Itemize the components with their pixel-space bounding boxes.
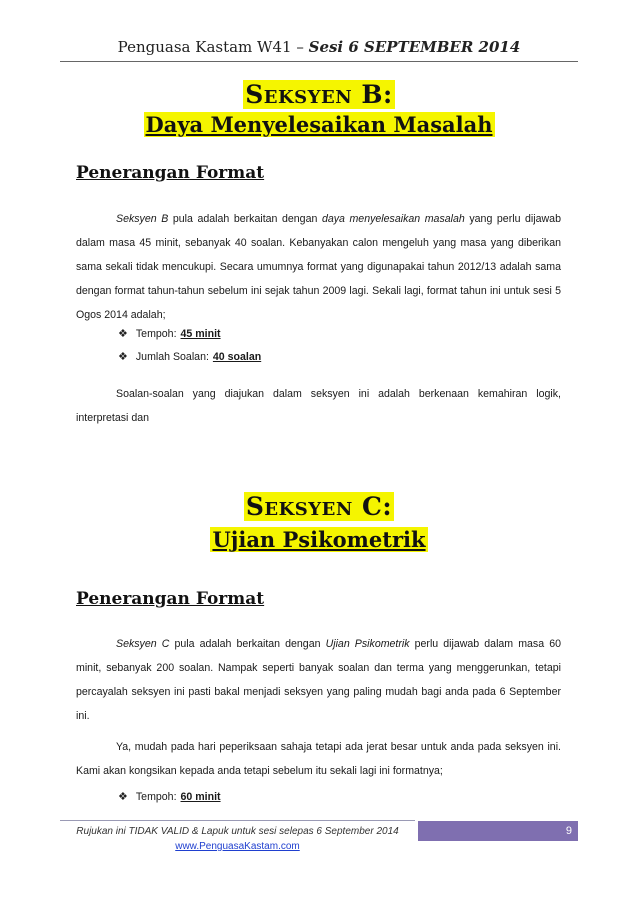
section-c-paragraph-1: Seksyen C pula adalah berkaitan dengan Ujian Psikometrik perlu dijawab dalam masa 60 minit, sebanyak 200 soalan. Nampak seperti banyak soalan dan terma yang menggerunkan, tetapi percayalah seksyen ini pasti bakal menjadi seksyen yang paling mudah bagi anda pada 6 September ini. bbox=[76, 638, 561, 722]
section-b-paragraph-2: Soalan-soalan yang diajukan dalam seksyen ini adalah berkenaan kemahiran logik, interpretasi dan bbox=[76, 388, 561, 424]
header-site: Penguasa Kastam W41 – bbox=[117, 38, 304, 56]
section-c-bullet-duration: ❖ Tempoh: 60 minit bbox=[118, 790, 221, 803]
section-b-title: Seksyen B: bbox=[245, 80, 393, 109]
section-c-heading: Penerangan Format bbox=[76, 589, 265, 609]
section-c-paragraph-2: Ya, mudah pada hari peperiksaan sahaja tetapi ada jerat besar untuk anda pada seksyen ini. Kami akan kongsikan kepada anda tetapi sebelum itu sekali lagi ini formatnya; bbox=[76, 741, 561, 777]
header-divider bbox=[60, 61, 578, 62]
section-b-bullet-duration: ❖ Tempoh: 45 minit bbox=[118, 327, 221, 340]
footer-reference: Rujukan ini TIDAK VALID & Lapuk untuk sesi selepas 6 September 2014 bbox=[76, 826, 399, 837]
diamond-bullet-icon: ❖ bbox=[118, 791, 128, 803]
footer-divider bbox=[60, 820, 415, 821]
section-c-title: Seksyen C: bbox=[245, 492, 393, 521]
section-b-bullet-questions: ❖ Jumlah Soalan: 40 soalan bbox=[118, 350, 262, 363]
section-b-paragraph-1: Seksyen B pula adalah berkaitan dengan daya menyelesaikan masalah yang perlu dijawab dalam masa 45 minit, sebanyak 40 soalan. Kebanyakan calon mengeluh yang masa yang diberikan sama sekali tidak mencukupi. Secara umumnya format yang digunapakai tahun 2012/13 adalah sama dengan format tahun-tahun sebelum ini sejak tahun 2009 lagi. Sekali lagi, format tahun ini untuk sesi 5 Ogos 2014 adalah; bbox=[76, 213, 561, 321]
page-header bbox=[60, 38, 578, 56]
diamond-bullet-icon: ❖ bbox=[118, 351, 128, 363]
page-number: 9 bbox=[418, 821, 578, 841]
section-b-subtitle: Daya Menyelesaikan Masalah bbox=[145, 112, 493, 137]
footer-link[interactable]: www.PenguasaKastam.com bbox=[175, 841, 300, 852]
diamond-bullet-icon: ❖ bbox=[118, 328, 128, 340]
section-b-heading: Penerangan Format bbox=[76, 163, 265, 183]
section-c-subtitle: Ujian Psikometrik bbox=[212, 527, 426, 552]
page-footer bbox=[60, 824, 415, 854]
header-session: Sesi 6 SEPTEMBER 2014 bbox=[308, 38, 521, 56]
